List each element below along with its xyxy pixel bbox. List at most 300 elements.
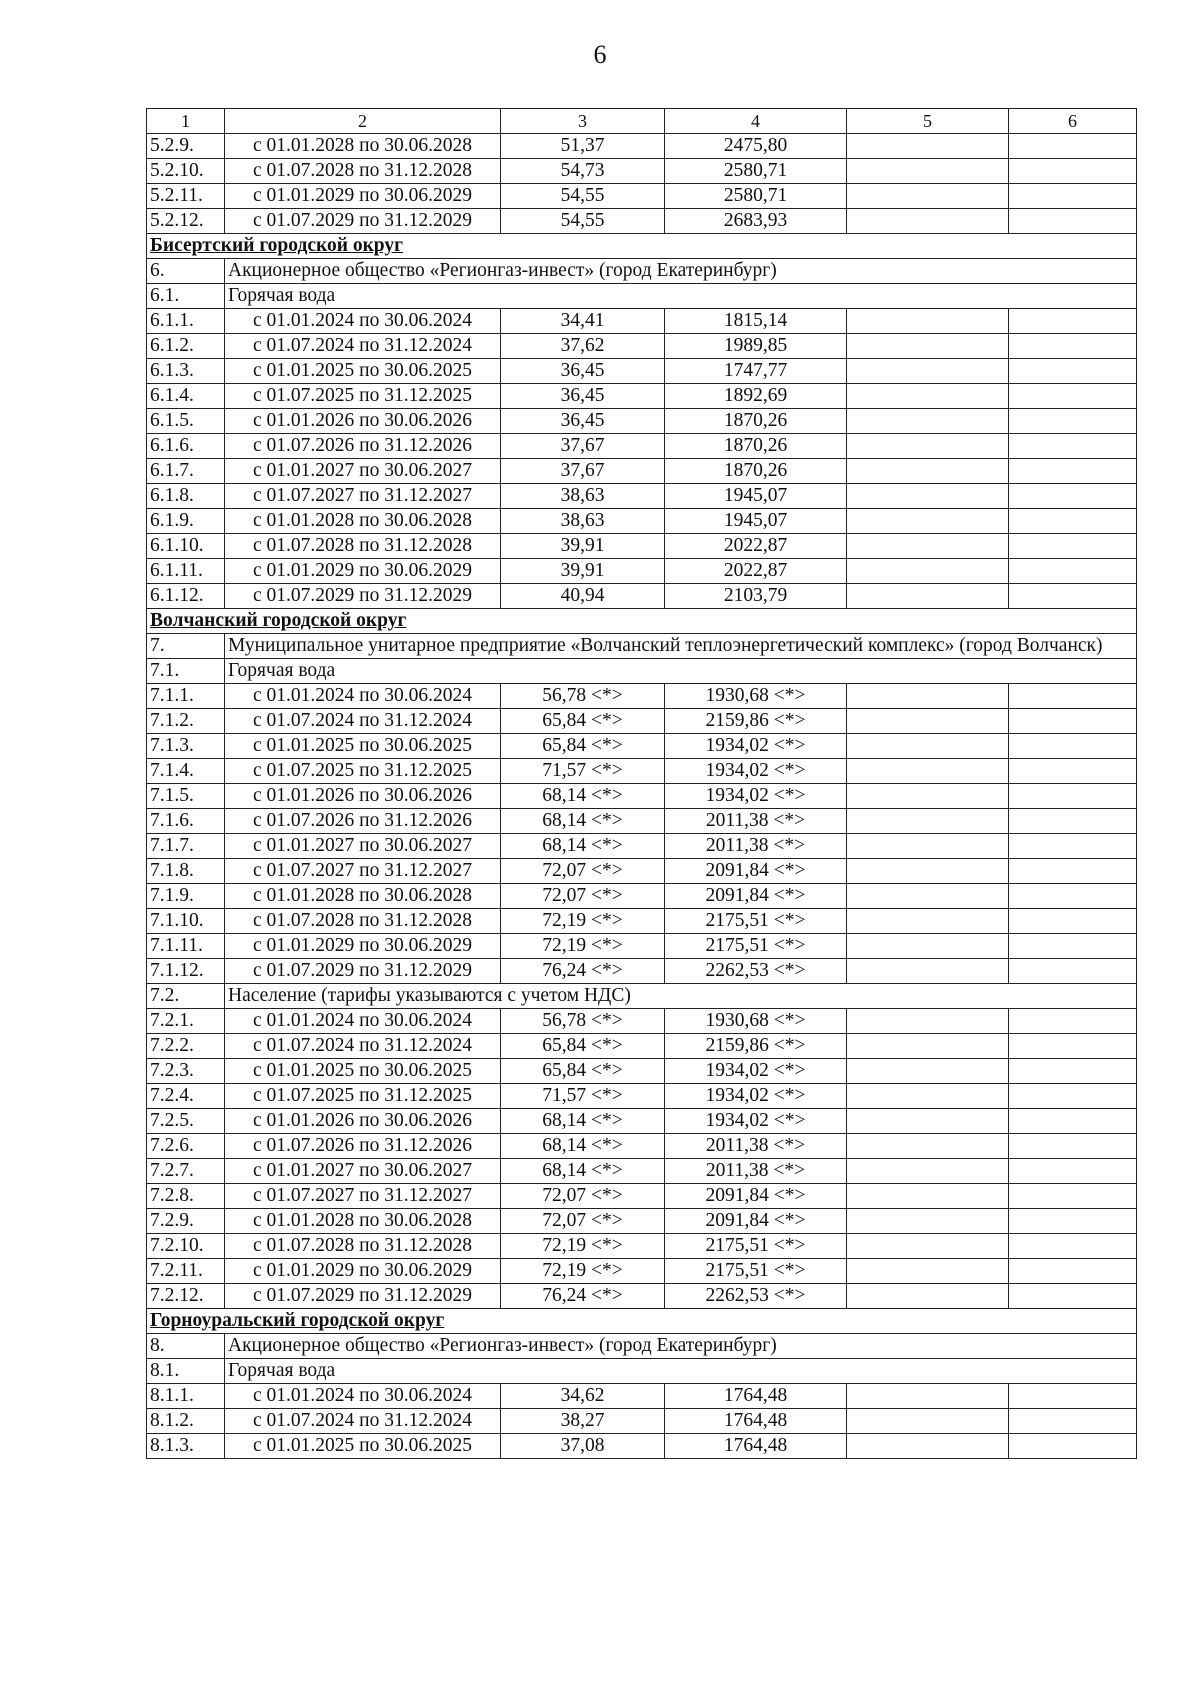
table-row bbox=[147, 809, 1137, 834]
empty-col5-cell bbox=[847, 484, 1009, 509]
empty-col5-cell bbox=[847, 184, 1009, 209]
tariff-col3-cell: 40,94 bbox=[501, 584, 665, 609]
tariff-col3-cell: 36,45 bbox=[501, 409, 665, 434]
section-row bbox=[147, 284, 1137, 309]
table-row bbox=[147, 409, 1137, 434]
period-cell: с 01.07.2027 по 31.12.2027 bbox=[225, 859, 501, 884]
empty-col6-cell bbox=[1009, 934, 1137, 959]
table-row bbox=[147, 1009, 1137, 1034]
empty-col5-cell bbox=[847, 359, 1009, 384]
table-row bbox=[147, 1034, 1137, 1059]
tariff-col3-cell: 65,84 <*> bbox=[501, 709, 665, 734]
table-row bbox=[147, 709, 1137, 734]
empty-col5-cell bbox=[847, 1434, 1009, 1459]
period-cell: с 01.01.2025 по 30.06.2025 bbox=[225, 359, 501, 384]
empty-col6-cell bbox=[1009, 534, 1137, 559]
empty-col5-cell bbox=[847, 209, 1009, 234]
empty-col5-cell bbox=[847, 834, 1009, 859]
empty-col6-cell bbox=[1009, 1284, 1137, 1309]
row-number: 7.1.1. bbox=[147, 684, 225, 709]
empty-col5-cell bbox=[847, 1159, 1009, 1184]
table-row bbox=[147, 484, 1137, 509]
tariff-col4-cell: 1934,02 <*> bbox=[665, 1084, 847, 1109]
tariff-col3-cell: 37,08 bbox=[501, 1434, 665, 1459]
period-cell: с 01.01.2029 по 30.06.2029 bbox=[225, 934, 501, 959]
district-heading-row bbox=[147, 609, 1137, 634]
period-cell: с 01.01.2029 по 30.06.2029 bbox=[225, 559, 501, 584]
tariff-col3-cell: 68,14 <*> bbox=[501, 809, 665, 834]
empty-col6-cell bbox=[1009, 1209, 1137, 1234]
period-cell: с 01.01.2028 по 30.06.2028 bbox=[225, 1209, 501, 1234]
row-number: 7.2.7. bbox=[147, 1159, 225, 1184]
empty-col6-cell bbox=[1009, 1409, 1137, 1434]
row-number: 6.1.7. bbox=[147, 459, 225, 484]
period-cell: с 01.01.2027 по 30.06.2027 bbox=[225, 834, 501, 859]
empty-col6-cell bbox=[1009, 884, 1137, 909]
tariff-col3-cell: 37,67 bbox=[501, 434, 665, 459]
period-cell: с 01.01.2029 по 30.06.2029 bbox=[225, 184, 501, 209]
district-heading: Волчанский городской округ bbox=[147, 609, 1137, 634]
empty-col5-cell bbox=[847, 584, 1009, 609]
empty-col6-cell bbox=[1009, 1184, 1137, 1209]
tariff-col3-cell: 72,07 <*> bbox=[501, 884, 665, 909]
tariff-col4-cell: 2262,53 <*> bbox=[665, 959, 847, 984]
empty-col5-cell bbox=[847, 159, 1009, 184]
empty-col6-cell bbox=[1009, 359, 1137, 384]
tariff-col3-cell: 72,19 <*> bbox=[501, 1259, 665, 1284]
tariff-col3-cell: 54,55 bbox=[501, 184, 665, 209]
empty-col6-cell bbox=[1009, 1034, 1137, 1059]
row-number: 7.1.8. bbox=[147, 859, 225, 884]
tariff-col4-cell: 2011,38 <*> bbox=[665, 1159, 847, 1184]
tariff-col3-cell: 76,24 <*> bbox=[501, 1284, 665, 1309]
table-row bbox=[147, 584, 1137, 609]
row-number: 7.2.9. bbox=[147, 1209, 225, 1234]
tariff-col3-cell: 34,41 bbox=[501, 309, 665, 334]
row-number: 7.1.10. bbox=[147, 909, 225, 934]
row-number: 7.2.6. bbox=[147, 1134, 225, 1159]
row-number: 7.1.5. bbox=[147, 784, 225, 809]
tariff-col3-cell: 72,07 <*> bbox=[501, 859, 665, 884]
period-cell: с 01.07.2025 по 31.12.2025 bbox=[225, 384, 501, 409]
empty-col6-cell bbox=[1009, 434, 1137, 459]
row-number: 8. bbox=[147, 1334, 225, 1359]
tariff-col4-cell: 2175,51 <*> bbox=[665, 934, 847, 959]
section-row bbox=[147, 1359, 1137, 1384]
period-cell: с 01.07.2024 по 31.12.2024 bbox=[225, 1034, 501, 1059]
empty-col5-cell bbox=[847, 884, 1009, 909]
tariff-col4-cell: 2011,38 <*> bbox=[665, 1134, 847, 1159]
tariff-col3-cell: 36,45 bbox=[501, 384, 665, 409]
row-number: 6.1.5. bbox=[147, 409, 225, 434]
row-number: 7.2.4. bbox=[147, 1084, 225, 1109]
tariff-table-body bbox=[147, 109, 1137, 1459]
tariff-col4-cell: 1815,14 bbox=[665, 309, 847, 334]
empty-col5-cell bbox=[847, 734, 1009, 759]
period-cell: с 01.07.2026 по 31.12.2026 bbox=[225, 809, 501, 834]
tariff-col4-cell: 2011,38 <*> bbox=[665, 809, 847, 834]
tariff-col3-cell: 71,57 <*> bbox=[501, 759, 665, 784]
section-title: Горячая вода bbox=[225, 284, 1137, 309]
tariff-col4-cell: 2103,79 bbox=[665, 584, 847, 609]
empty-col6-cell bbox=[1009, 134, 1137, 159]
tariff-col4-cell: 2159,86 <*> bbox=[665, 1034, 847, 1059]
table-row bbox=[147, 959, 1137, 984]
empty-col6-cell bbox=[1009, 1159, 1137, 1184]
empty-col6-cell bbox=[1009, 184, 1137, 209]
district-heading-row bbox=[147, 234, 1137, 259]
empty-col6-cell bbox=[1009, 584, 1137, 609]
tariff-col4-cell: 2175,51 <*> bbox=[665, 1234, 847, 1259]
empty-col5-cell bbox=[847, 1184, 1009, 1209]
tariff-col4-cell: 1747,77 bbox=[665, 359, 847, 384]
page-number: 6 bbox=[593, 40, 607, 69]
empty-col5-cell bbox=[847, 1409, 1009, 1434]
empty-col6-cell bbox=[1009, 384, 1137, 409]
period-cell: с 01.01.2024 по 30.06.2024 bbox=[225, 684, 501, 709]
empty-col5-cell bbox=[847, 959, 1009, 984]
empty-col6-cell bbox=[1009, 159, 1137, 184]
empty-col6-cell bbox=[1009, 1134, 1137, 1159]
empty-col6-cell bbox=[1009, 1234, 1137, 1259]
tariff-col4-cell: 1870,26 bbox=[665, 459, 847, 484]
period-cell: с 01.07.2027 по 31.12.2027 bbox=[225, 1184, 501, 1209]
table-row bbox=[147, 459, 1137, 484]
table-row bbox=[147, 1159, 1137, 1184]
row-number: 8.1.2. bbox=[147, 1409, 225, 1434]
tariff-col4-cell: 1892,69 bbox=[665, 384, 847, 409]
empty-col6-cell bbox=[1009, 1109, 1137, 1134]
tariff-col3-cell: 65,84 <*> bbox=[501, 1034, 665, 1059]
table-row bbox=[147, 684, 1137, 709]
column-header: 6 bbox=[1009, 109, 1137, 134]
period-cell: с 01.01.2024 по 30.06.2024 bbox=[225, 309, 501, 334]
row-number: 6.1.8. bbox=[147, 484, 225, 509]
table-row bbox=[147, 909, 1137, 934]
tariff-col3-cell: 54,73 bbox=[501, 159, 665, 184]
tariff-col4-cell: 1764,48 bbox=[665, 1434, 847, 1459]
empty-col6-cell bbox=[1009, 334, 1137, 359]
tariff-col4-cell: 1934,02 <*> bbox=[665, 759, 847, 784]
tariff-col4-cell: 2022,87 bbox=[665, 534, 847, 559]
empty-col5-cell bbox=[847, 1384, 1009, 1409]
table-row bbox=[147, 1384, 1137, 1409]
empty-col5-cell bbox=[847, 509, 1009, 534]
tariff-col3-cell: 54,55 bbox=[501, 209, 665, 234]
tariff-col3-cell: 68,14 <*> bbox=[501, 784, 665, 809]
tariff-col4-cell: 2175,51 <*> bbox=[665, 909, 847, 934]
row-number: 7.2.5. bbox=[147, 1109, 225, 1134]
section-title: Население (тарифы указываются с учетом НДС) bbox=[225, 984, 1137, 1009]
tariff-col4-cell: 2091,84 <*> bbox=[665, 1209, 847, 1234]
empty-col5-cell bbox=[847, 434, 1009, 459]
row-number: 7.2.11. bbox=[147, 1259, 225, 1284]
table-row bbox=[147, 1109, 1137, 1134]
tariff-col4-cell: 2475,80 bbox=[665, 134, 847, 159]
period-cell: с 01.01.2025 по 30.06.2025 bbox=[225, 1434, 501, 1459]
row-number: 7.2.10. bbox=[147, 1234, 225, 1259]
row-number: 5.2.12. bbox=[147, 209, 225, 234]
empty-col6-cell bbox=[1009, 1259, 1137, 1284]
tariff-table bbox=[146, 108, 1137, 1459]
row-number: 7.1.2. bbox=[147, 709, 225, 734]
table-row bbox=[147, 534, 1137, 559]
table-row bbox=[147, 559, 1137, 584]
period-cell: с 01.01.2025 по 30.06.2025 bbox=[225, 1059, 501, 1084]
tariff-col3-cell: 76,24 <*> bbox=[501, 959, 665, 984]
column-header: 1 bbox=[147, 109, 225, 134]
tariff-col3-cell: 39,91 bbox=[501, 534, 665, 559]
period-cell: с 01.07.2029 по 31.12.2029 bbox=[225, 959, 501, 984]
row-number: 6.1.2. bbox=[147, 334, 225, 359]
row-number: 6.1.4. bbox=[147, 384, 225, 409]
tariff-col3-cell: 56,78 <*> bbox=[501, 1009, 665, 1034]
period-cell: с 01.01.2029 по 30.06.2029 bbox=[225, 1259, 501, 1284]
empty-col6-cell bbox=[1009, 1084, 1137, 1109]
empty-col5-cell bbox=[847, 1209, 1009, 1234]
tariff-col4-cell: 1945,07 bbox=[665, 484, 847, 509]
tariff-col3-cell: 72,19 <*> bbox=[501, 934, 665, 959]
tariff-col4-cell: 2091,84 <*> bbox=[665, 859, 847, 884]
tariff-col3-cell: 72,19 <*> bbox=[501, 1234, 665, 1259]
tariff-col3-cell: 38,63 bbox=[501, 509, 665, 534]
period-cell: с 01.01.2026 по 30.06.2026 bbox=[225, 1109, 501, 1134]
period-cell: с 01.01.2025 по 30.06.2025 bbox=[225, 734, 501, 759]
row-number: 6.1.9. bbox=[147, 509, 225, 534]
row-number: 7.1.6. bbox=[147, 809, 225, 834]
tariff-col3-cell: 68,14 <*> bbox=[501, 1109, 665, 1134]
empty-col6-cell bbox=[1009, 484, 1137, 509]
tariff-col4-cell: 1934,02 <*> bbox=[665, 734, 847, 759]
period-cell: с 01.07.2028 по 31.12.2028 bbox=[225, 159, 501, 184]
column-header: 2 bbox=[225, 109, 501, 134]
empty-col6-cell bbox=[1009, 734, 1137, 759]
empty-col6-cell bbox=[1009, 784, 1137, 809]
section-row bbox=[147, 984, 1137, 1009]
empty-col5-cell bbox=[847, 1234, 1009, 1259]
empty-col5-cell bbox=[847, 1084, 1009, 1109]
row-number: 7.1.12. bbox=[147, 959, 225, 984]
tariff-col4-cell: 2683,93 bbox=[665, 209, 847, 234]
empty-col6-cell bbox=[1009, 1059, 1137, 1084]
row-number: 8.1.1. bbox=[147, 1384, 225, 1409]
empty-col6-cell bbox=[1009, 959, 1137, 984]
empty-col5-cell bbox=[847, 384, 1009, 409]
table-row bbox=[147, 834, 1137, 859]
tariff-col3-cell: 72,07 <*> bbox=[501, 1209, 665, 1234]
table-row bbox=[147, 859, 1137, 884]
column-header: 4 bbox=[665, 109, 847, 134]
tariff-col4-cell: 1934,02 <*> bbox=[665, 1059, 847, 1084]
section-row bbox=[147, 259, 1137, 284]
empty-col6-cell bbox=[1009, 809, 1137, 834]
table-row bbox=[147, 1434, 1137, 1459]
period-cell: с 01.01.2027 по 30.06.2027 bbox=[225, 459, 501, 484]
row-number: 7.2. bbox=[147, 984, 225, 1009]
tariff-col4-cell: 2580,71 bbox=[665, 159, 847, 184]
row-number: 6.1.6. bbox=[147, 434, 225, 459]
table-row bbox=[147, 1184, 1137, 1209]
tariff-col4-cell: 2580,71 bbox=[665, 184, 847, 209]
period-cell: с 01.01.2026 по 30.06.2026 bbox=[225, 784, 501, 809]
table-row bbox=[147, 934, 1137, 959]
tariff-col3-cell: 68,14 <*> bbox=[501, 834, 665, 859]
tariff-col4-cell: 1764,48 bbox=[665, 1384, 847, 1409]
section-row bbox=[147, 1334, 1137, 1359]
tariff-col4-cell: 2011,38 <*> bbox=[665, 834, 847, 859]
table-row bbox=[147, 734, 1137, 759]
row-number: 6.1.12. bbox=[147, 584, 225, 609]
table-row bbox=[147, 209, 1137, 234]
empty-col5-cell bbox=[847, 1059, 1009, 1084]
district-heading-row bbox=[147, 1309, 1137, 1334]
table-row bbox=[147, 384, 1137, 409]
row-number: 6.1.3. bbox=[147, 359, 225, 384]
tariff-col3-cell: 34,62 bbox=[501, 1384, 665, 1409]
tariff-col4-cell: 2091,84 <*> bbox=[665, 1184, 847, 1209]
period-cell: с 01.01.2024 по 30.06.2024 bbox=[225, 1009, 501, 1034]
table-row bbox=[147, 1284, 1137, 1309]
row-number: 7.2.1. bbox=[147, 1009, 225, 1034]
period-cell: с 01.07.2024 по 31.12.2024 bbox=[225, 1409, 501, 1434]
row-number: 6. bbox=[147, 259, 225, 284]
tariff-col4-cell: 2091,84 <*> bbox=[665, 884, 847, 909]
row-number: 8.1.3. bbox=[147, 1434, 225, 1459]
row-number: 7.2.2. bbox=[147, 1034, 225, 1059]
empty-col6-cell bbox=[1009, 309, 1137, 334]
table-row bbox=[147, 784, 1137, 809]
period-cell: с 01.01.2026 по 30.06.2026 bbox=[225, 409, 501, 434]
row-number: 6.1.11. bbox=[147, 559, 225, 584]
tariff-col4-cell: 1945,07 bbox=[665, 509, 847, 534]
empty-col6-cell bbox=[1009, 1434, 1137, 1459]
empty-col5-cell bbox=[847, 1134, 1009, 1159]
row-number: 7.1.7. bbox=[147, 834, 225, 859]
tariff-col4-cell: 1989,85 bbox=[665, 334, 847, 359]
tariff-col4-cell: 1934,02 <*> bbox=[665, 1109, 847, 1134]
empty-col6-cell bbox=[1009, 509, 1137, 534]
row-number: 7.2.12. bbox=[147, 1284, 225, 1309]
period-cell: с 01.07.2029 по 31.12.2029 bbox=[225, 209, 501, 234]
empty-col6-cell bbox=[1009, 559, 1137, 584]
table-row bbox=[147, 1234, 1137, 1259]
period-cell: с 01.07.2024 по 31.12.2024 bbox=[225, 334, 501, 359]
period-cell: с 01.07.2026 по 31.12.2026 bbox=[225, 1134, 501, 1159]
period-cell: с 01.07.2027 по 31.12.2027 bbox=[225, 484, 501, 509]
district-heading: Бисертский городской округ bbox=[147, 234, 1137, 259]
empty-col6-cell bbox=[1009, 684, 1137, 709]
empty-col5-cell bbox=[847, 309, 1009, 334]
table-row bbox=[147, 334, 1137, 359]
empty-col5-cell bbox=[847, 809, 1009, 834]
empty-col5-cell bbox=[847, 684, 1009, 709]
section-title: Акционерное общество «Регионгаз-инвест» (город Екатеринбург) bbox=[225, 259, 1137, 284]
table-row bbox=[147, 1209, 1137, 1234]
section-title: Акционерное общество «Регионгаз-инвест» (город Екатеринбург) bbox=[225, 1334, 1137, 1359]
tariff-col4-cell: 2022,87 bbox=[665, 559, 847, 584]
empty-col5-cell bbox=[847, 334, 1009, 359]
period-cell: с 01.07.2028 по 31.12.2028 bbox=[225, 534, 501, 559]
empty-col5-cell bbox=[847, 709, 1009, 734]
period-cell: с 01.07.2029 по 31.12.2029 bbox=[225, 1284, 501, 1309]
period-cell: с 01.07.2028 по 31.12.2028 bbox=[225, 1234, 501, 1259]
tariff-col4-cell: 2175,51 <*> bbox=[665, 1259, 847, 1284]
period-cell: с 01.01.2028 по 30.06.2028 bbox=[225, 134, 501, 159]
tariff-col4-cell: 2262,53 <*> bbox=[665, 1284, 847, 1309]
table-row bbox=[147, 759, 1137, 784]
empty-col5-cell bbox=[847, 784, 1009, 809]
empty-col5-cell bbox=[847, 1034, 1009, 1059]
empty-col6-cell bbox=[1009, 459, 1137, 484]
table-row bbox=[147, 884, 1137, 909]
empty-col5-cell bbox=[847, 909, 1009, 934]
tariff-col4-cell: 2159,86 <*> bbox=[665, 709, 847, 734]
column-header: 5 bbox=[847, 109, 1009, 134]
section-title: Горячая вода bbox=[225, 659, 1137, 684]
empty-col5-cell bbox=[847, 559, 1009, 584]
row-number: 8.1. bbox=[147, 1359, 225, 1384]
tariff-col4-cell: 1870,26 bbox=[665, 434, 847, 459]
empty-col5-cell bbox=[847, 134, 1009, 159]
tariff-col3-cell: 39,91 bbox=[501, 559, 665, 584]
empty-col6-cell bbox=[1009, 209, 1137, 234]
row-number: 5.2.10. bbox=[147, 159, 225, 184]
table-row bbox=[147, 1059, 1137, 1084]
period-cell: с 01.07.2025 по 31.12.2025 bbox=[225, 1084, 501, 1109]
empty-col5-cell bbox=[847, 859, 1009, 884]
row-number: 6.1. bbox=[147, 284, 225, 309]
period-cell: с 01.01.2028 по 30.06.2028 bbox=[225, 509, 501, 534]
table-row bbox=[147, 184, 1137, 209]
table-row bbox=[147, 509, 1137, 534]
period-cell: с 01.01.2028 по 30.06.2028 bbox=[225, 884, 501, 909]
tariff-col3-cell: 65,84 <*> bbox=[501, 734, 665, 759]
period-cell: с 01.07.2026 по 31.12.2026 bbox=[225, 434, 501, 459]
row-number: 7.1.9. bbox=[147, 884, 225, 909]
tariff-col4-cell: 1870,26 bbox=[665, 409, 847, 434]
tariff-col3-cell: 72,19 <*> bbox=[501, 909, 665, 934]
empty-col6-cell bbox=[1009, 909, 1137, 934]
empty-col6-cell bbox=[1009, 1009, 1137, 1034]
column-header: 3 bbox=[501, 109, 665, 134]
period-cell: с 01.07.2024 по 31.12.2024 bbox=[225, 709, 501, 734]
table-row bbox=[147, 309, 1137, 334]
tariff-col3-cell: 56,78 <*> bbox=[501, 684, 665, 709]
empty-col5-cell bbox=[847, 1284, 1009, 1309]
table-row bbox=[147, 134, 1137, 159]
tariff-col3-cell: 51,37 bbox=[501, 134, 665, 159]
empty-col5-cell bbox=[847, 409, 1009, 434]
district-heading: Горноуральский городской округ bbox=[147, 1309, 1137, 1334]
row-number: 7.1. bbox=[147, 659, 225, 684]
tariff-col3-cell: 37,62 bbox=[501, 334, 665, 359]
empty-col5-cell bbox=[847, 1109, 1009, 1134]
tariff-col4-cell: 1930,68 <*> bbox=[665, 684, 847, 709]
empty-col5-cell bbox=[847, 1009, 1009, 1034]
row-number: 7.2.8. bbox=[147, 1184, 225, 1209]
tariff-col3-cell: 68,14 <*> bbox=[501, 1159, 665, 1184]
empty-col6-cell bbox=[1009, 834, 1137, 859]
row-number: 6.1.1. bbox=[147, 309, 225, 334]
table-row bbox=[147, 359, 1137, 384]
period-cell: с 01.07.2029 по 31.12.2029 bbox=[225, 584, 501, 609]
empty-col6-cell bbox=[1009, 859, 1137, 884]
empty-col5-cell bbox=[847, 759, 1009, 784]
period-cell: с 01.07.2028 по 31.12.2028 bbox=[225, 909, 501, 934]
row-number: 7.2.3. bbox=[147, 1059, 225, 1084]
tariff-col4-cell: 1930,68 <*> bbox=[665, 1009, 847, 1034]
period-cell: с 01.01.2027 по 30.06.2027 bbox=[225, 1159, 501, 1184]
